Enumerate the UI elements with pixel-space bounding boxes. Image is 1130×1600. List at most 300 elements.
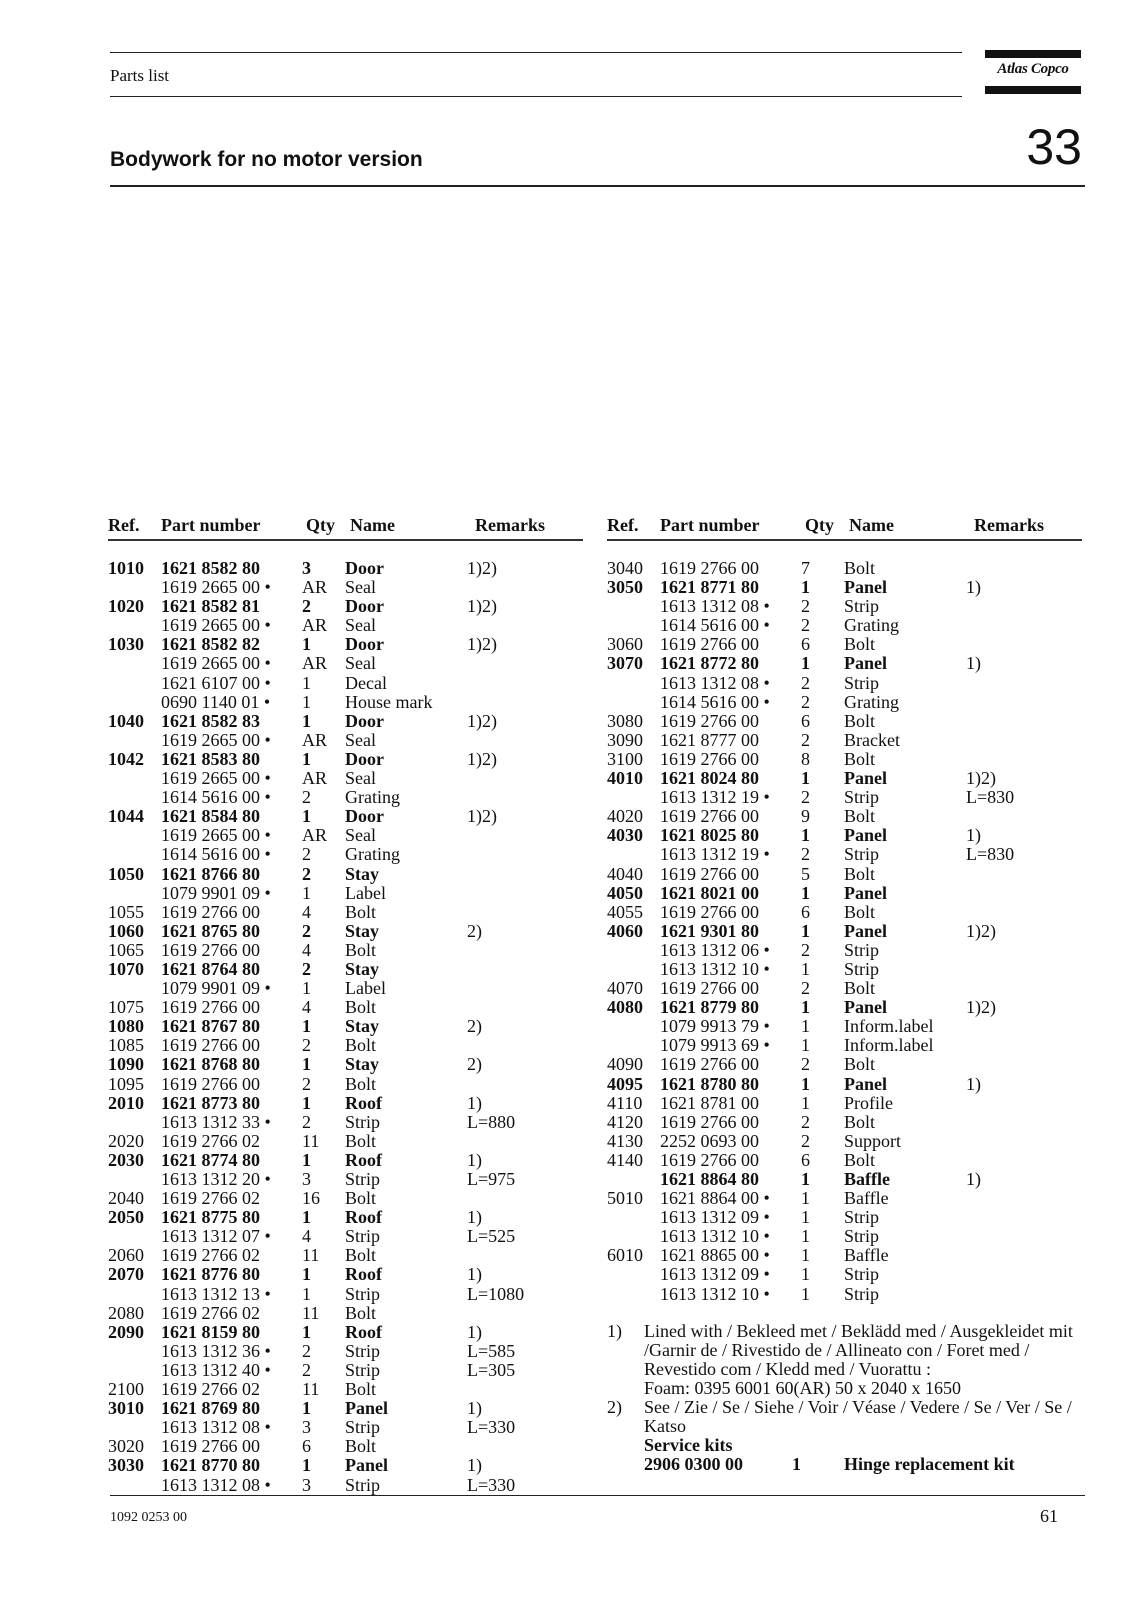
row-part-number: 1613 1312 09 • — [660, 1264, 770, 1285]
row-part-number: 1619 2665 00 • — [161, 615, 271, 636]
row-remarks: 1)2) — [467, 634, 497, 655]
row-remarks: 1)2) — [467, 710, 497, 731]
table-row — [108, 1399, 583, 1418]
row-ref: 1075 — [108, 997, 144, 1018]
header-part-number: Part number — [660, 515, 760, 535]
row-remarks: 1) — [966, 577, 981, 598]
row-part-number: 1619 2766 02 — [161, 1245, 260, 1266]
table-row — [108, 845, 583, 864]
row-remarks: 1) — [966, 653, 981, 674]
row-qty: 1 — [801, 920, 810, 941]
row-part-number: 1621 8773 80 — [161, 1092, 260, 1113]
row-part-number: 1621 8021 00 — [660, 882, 759, 903]
row-ref: 3070 — [607, 653, 643, 674]
row-name: Door — [345, 634, 384, 655]
row-qty: 2 — [302, 863, 311, 884]
brand-wordmark: Atlas Copco — [997, 61, 1069, 77]
row-name: Bolt — [844, 1054, 876, 1075]
row-part-number: 1621 8583 80 — [161, 748, 260, 769]
table-row — [108, 731, 583, 750]
row-ref: 4010 — [607, 768, 643, 789]
row-name: Panel — [844, 920, 887, 941]
row-remarks: L=880 — [467, 1111, 516, 1132]
row-name: Bolt — [345, 1188, 377, 1209]
row-qty: 2 — [801, 787, 810, 808]
row-name: Door — [345, 596, 384, 617]
row-qty: 1 — [801, 653, 810, 674]
row-part-number: 1079 9901 09 • — [161, 978, 271, 999]
row-ref: 2080 — [108, 1302, 144, 1323]
row-ref: 4020 — [607, 806, 643, 827]
table-row — [108, 1208, 583, 1227]
header-name: Name — [350, 515, 395, 535]
row-part-number: 1621 8777 00 — [660, 729, 759, 750]
row-part-number: 1619 2766 00 — [660, 806, 759, 827]
row-part-number: 1621 8772 80 — [660, 653, 759, 674]
row-ref: 1044 — [108, 806, 144, 827]
row-qty: 11 — [302, 1379, 320, 1400]
row-name: Panel — [844, 653, 887, 674]
row-remarks: 1) — [966, 825, 981, 846]
row-qty: 1 — [801, 1092, 810, 1113]
row-qty: 2 — [302, 920, 311, 941]
row-name: Bolt — [345, 1302, 377, 1323]
table-row — [607, 979, 1082, 998]
row-name: Stay — [345, 863, 380, 884]
table-row — [607, 998, 1082, 1017]
row-part-number: 1613 1312 20 • — [161, 1169, 271, 1189]
row-part-number: 1613 1312 08 • — [660, 596, 770, 617]
row-part-number: 1613 1312 09 • — [660, 1207, 770, 1228]
row-name: Roof — [345, 1264, 382, 1285]
row-part-number: 0690 1140 01 • — [161, 691, 271, 712]
row-remarks: 1)2) — [467, 596, 497, 617]
row-part-number: 1614 5616 00 • — [161, 787, 271, 808]
header-top-rule — [110, 52, 962, 53]
header-remarks: Remarks — [475, 515, 545, 535]
row-part-number: 1619 2665 00 • — [161, 825, 271, 846]
row-qty: AR — [302, 653, 328, 674]
row-part-number: 1621 8779 80 — [660, 997, 759, 1018]
table-row — [108, 1189, 583, 1208]
row-qty: 4 — [302, 939, 311, 960]
row-name: Bracket — [844, 729, 900, 750]
row-qty: 1 — [302, 1398, 311, 1419]
table-header-rule — [108, 539, 583, 541]
table-row — [607, 750, 1082, 769]
table-row — [108, 826, 583, 845]
row-remarks: 1) — [467, 1264, 482, 1285]
row-name: Panel — [844, 577, 887, 598]
row-remarks: L=585 — [467, 1340, 516, 1361]
row-ref: 4140 — [607, 1149, 643, 1170]
row-name: Roof — [345, 1321, 382, 1342]
row-qty: 1 — [302, 1092, 311, 1113]
row-remarks: L=830 — [966, 844, 1015, 865]
row-name: Bolt — [345, 1073, 377, 1094]
logo-top-bar — [985, 50, 1081, 58]
table-row — [108, 1113, 583, 1132]
row-part-number: 1619 2766 00 — [660, 1149, 759, 1170]
row-name: Label — [345, 978, 386, 999]
row-part-number: 1613 1312 19 • — [660, 844, 770, 865]
table-row — [607, 941, 1082, 960]
row-name: Strip — [844, 1207, 880, 1228]
table-row — [607, 826, 1082, 845]
table-row — [607, 1132, 1082, 1151]
table-row — [108, 559, 583, 578]
row-part-number: 1619 2766 00 — [660, 710, 759, 731]
row-name: Door — [345, 710, 384, 731]
row-name: Strip — [844, 844, 880, 865]
row-part-number: 1619 2766 00 — [660, 978, 759, 999]
row-part-number: 1613 1312 10 • — [660, 958, 770, 979]
row-qty: 2 — [302, 1359, 311, 1380]
footnote-1 — [607, 1322, 1082, 1398]
row-qty: 3 — [302, 558, 311, 578]
table-row — [607, 788, 1082, 807]
row-remarks: L=330 — [467, 1417, 516, 1438]
footnote-text: Lined with / Bekleed met / Beklädd med / Ausgekleidet mit /Garnir de / Rivestido de / Allineato con / Foret med / Revestido com / Kledd med / Vuorattu : — [644, 1320, 1073, 1379]
row-qty: 2 — [302, 844, 311, 865]
row-qty: 1 — [801, 997, 810, 1018]
row-ref: 3060 — [607, 634, 643, 655]
table-row — [607, 693, 1082, 712]
row-remarks: 1)2) — [467, 748, 497, 769]
table-row — [607, 712, 1082, 731]
row-qty: 4 — [302, 1226, 311, 1247]
row-name: Bolt — [844, 748, 876, 769]
row-name: Stay — [345, 1054, 380, 1075]
row-part-number: 1613 1312 36 • — [161, 1340, 271, 1361]
row-name: Roof — [345, 1092, 382, 1113]
row-part-number: 1613 1312 40 • — [161, 1359, 271, 1380]
row-name: Bolt — [844, 901, 876, 922]
row-name: Bolt — [844, 978, 876, 999]
table-row — [607, 1265, 1082, 1284]
table-row — [108, 1476, 583, 1495]
row-part-number: 2252 0693 00 — [660, 1130, 759, 1151]
table-row — [108, 1380, 583, 1399]
row-qty: 2 — [302, 1073, 311, 1094]
row-name: Profile — [844, 1092, 893, 1113]
row-qty: 3 — [302, 1417, 311, 1438]
row-remarks: 1) — [467, 1207, 482, 1228]
row-part-number: 1613 1312 13 • — [161, 1283, 271, 1304]
table-row — [607, 769, 1082, 788]
table-row — [607, 1208, 1082, 1227]
row-part-number: 1619 2766 00 — [660, 901, 759, 922]
row-part-number: 1079 9913 79 • — [660, 1016, 770, 1037]
row-qty: 9 — [801, 806, 810, 827]
row-remarks: 1) — [467, 1092, 482, 1113]
table-row — [607, 1036, 1082, 1055]
row-name: Bolt — [345, 1130, 377, 1151]
row-qty: 1 — [302, 710, 311, 731]
table-row — [607, 1170, 1082, 1189]
row-part-number: 1619 2665 00 • — [161, 577, 271, 598]
table-row — [108, 674, 583, 693]
row-ref: 1055 — [108, 901, 144, 922]
row-qty: AR — [302, 615, 328, 636]
row-qty: 1 — [302, 978, 311, 999]
row-name: Support — [844, 1130, 902, 1151]
table-row — [108, 1342, 583, 1361]
row-part-number: 1613 1312 19 • — [660, 787, 770, 808]
row-part-number: 1619 2766 00 — [660, 1111, 759, 1132]
row-part-number: 1613 1312 10 • — [660, 1226, 770, 1247]
row-name: Stay — [345, 958, 380, 979]
row-qty: 1 — [801, 1245, 810, 1266]
row-name: Decal — [345, 672, 387, 693]
table-row — [607, 807, 1082, 826]
table-row — [607, 635, 1082, 654]
table-row — [108, 1075, 583, 1094]
row-qty: 1 — [302, 1264, 311, 1285]
row-name: Bolt — [345, 939, 377, 960]
table-header-rule — [607, 539, 1082, 541]
table-row — [607, 1151, 1082, 1170]
row-qty: 4 — [302, 901, 311, 922]
table-row — [108, 1456, 583, 1475]
row-ref: 2040 — [108, 1188, 144, 1209]
row-ref: 1010 — [108, 558, 144, 578]
row-name: Bolt — [345, 901, 377, 922]
row-ref: 1020 — [108, 596, 144, 617]
logo-bottom-bar — [985, 86, 1081, 94]
row-qty: 2 — [302, 958, 311, 979]
row-remarks: 1) — [467, 1455, 482, 1476]
row-name: Roof — [345, 1149, 382, 1170]
row-part-number: 1619 2665 00 • — [161, 653, 271, 674]
row-part-number: 1079 9901 09 • — [161, 882, 271, 903]
row-name: Panel — [345, 1455, 388, 1476]
row-remarks: 1) — [467, 1321, 482, 1342]
row-name: Bolt — [844, 558, 876, 578]
row-ref: 1060 — [108, 920, 144, 941]
row-part-number: 1621 8864 80 — [660, 1169, 759, 1189]
row-qty: 1 — [302, 1321, 311, 1342]
footnote-text: See / Zie / Se / Siehe / Voir / Véase / Vedere / Se / Ver / Se / Katso — [644, 1396, 1072, 1436]
row-ref: 2030 — [108, 1149, 144, 1170]
row-part-number: 1619 2766 00 — [161, 1073, 260, 1094]
row-part-number: 1621 8582 83 — [161, 710, 260, 731]
row-qty: 2 — [302, 596, 311, 617]
table-row — [108, 1055, 583, 1074]
header-ref: Ref. — [108, 515, 140, 535]
row-qty: 1 — [801, 1264, 810, 1285]
row-ref: 1090 — [108, 1054, 144, 1075]
row-ref: 4095 — [607, 1073, 643, 1094]
row-name: Baffle — [844, 1169, 890, 1189]
row-ref: 1080 — [108, 1016, 144, 1037]
row-qty: 2 — [302, 1035, 311, 1056]
table-body — [108, 559, 583, 1495]
row-name: Strip — [844, 596, 880, 617]
row-ref: 1040 — [108, 710, 144, 731]
row-qty: 2 — [801, 672, 810, 693]
table-row — [607, 616, 1082, 635]
row-part-number: 1621 6107 00 • — [161, 672, 271, 693]
row-name: Seal — [345, 653, 376, 674]
row-name: Bolt — [844, 1111, 876, 1132]
row-part-number: 1621 8780 80 — [660, 1073, 759, 1094]
table-row — [108, 654, 583, 673]
row-qty: 8 — [801, 748, 810, 769]
row-qty: 1 — [302, 1207, 311, 1228]
row-ref: 3050 — [607, 577, 643, 598]
row-qty: 2 — [302, 1340, 311, 1361]
row-qty: 2 — [801, 844, 810, 865]
table-row — [607, 559, 1082, 578]
row-qty: 11 — [302, 1130, 320, 1151]
table-row — [108, 693, 583, 712]
table-row — [108, 1418, 583, 1437]
row-name: Grating — [345, 844, 400, 865]
row-part-number: 1079 9913 69 • — [660, 1035, 770, 1056]
row-ref: 4040 — [607, 863, 643, 884]
page-number: 61 — [1040, 1506, 1058, 1526]
row-name: Inform.label — [844, 1016, 934, 1037]
row-ref: 2020 — [108, 1130, 144, 1151]
row-qty: AR — [302, 768, 328, 789]
row-name: Strip — [345, 1474, 381, 1495]
row-qty: 1 — [801, 768, 810, 789]
row-qty: 1 — [801, 1226, 810, 1247]
header-qty: Qty — [805, 515, 834, 535]
table-row — [607, 960, 1082, 979]
row-qty: 2 — [801, 615, 810, 636]
row-qty: 1 — [801, 1169, 810, 1189]
row-remarks: L=330 — [467, 1474, 516, 1495]
row-qty: 1 — [801, 1035, 810, 1056]
row-name: Panel — [844, 825, 887, 846]
row-qty: 2 — [801, 1054, 810, 1075]
table-row — [108, 1285, 583, 1304]
row-part-number: 1621 9301 80 — [660, 920, 759, 941]
row-ref: 2090 — [108, 1321, 144, 1342]
row-remarks: 1)2) — [966, 920, 996, 941]
row-ref: 3080 — [607, 710, 643, 731]
table-row — [607, 922, 1082, 941]
row-ref: 2050 — [108, 1207, 144, 1228]
row-ref: 3100 — [607, 748, 643, 769]
table-row — [108, 1323, 583, 1342]
row-part-number: 1619 2766 00 — [161, 997, 260, 1018]
table-row — [607, 845, 1082, 864]
footnote-2 — [607, 1398, 1082, 1455]
table-header — [607, 515, 1082, 537]
row-part-number: 1619 2766 00 — [660, 1054, 759, 1075]
row-remarks: 1)2) — [966, 997, 996, 1018]
row-part-number: 1619 2766 00 — [660, 634, 759, 655]
row-name: Panel — [844, 768, 887, 789]
table-row — [108, 1437, 583, 1456]
row-name: Strip — [345, 1283, 381, 1304]
row-name: Strip — [844, 958, 880, 979]
row-remarks: 1)2) — [467, 558, 497, 578]
row-part-number: 1619 2766 00 — [660, 863, 759, 884]
row-qty: 2 — [302, 787, 311, 808]
table-row — [607, 1075, 1082, 1094]
row-name: Strip — [844, 939, 880, 960]
row-remarks: L=830 — [966, 787, 1015, 808]
row-ref: 1085 — [108, 1035, 144, 1056]
row-part-number: 1621 8025 80 — [660, 825, 759, 846]
row-ref: 3010 — [108, 1398, 144, 1419]
row-qty: 6 — [801, 1149, 810, 1170]
row-qty: AR — [302, 729, 328, 750]
row-qty: 1 — [801, 1207, 810, 1228]
row-qty: 2 — [801, 729, 810, 750]
row-part-number: 1613 1312 10 • — [660, 1283, 770, 1304]
table-row — [108, 1361, 583, 1380]
table-header — [108, 515, 583, 537]
row-name: Label — [345, 882, 386, 903]
row-part-number: 1621 8765 80 — [161, 920, 260, 941]
row-qty: 2 — [801, 939, 810, 960]
table-row — [108, 769, 583, 788]
row-part-number: 1621 8582 80 — [161, 558, 260, 578]
table-row — [607, 597, 1082, 616]
row-qty: 1 — [801, 825, 810, 846]
row-name: Strip — [844, 1226, 880, 1247]
row-ref: 4055 — [607, 901, 643, 922]
section-title: Bodywork for no motor version — [110, 148, 423, 171]
row-part-number: 1621 8864 00 • — [660, 1188, 770, 1209]
row-qty: 6 — [801, 710, 810, 731]
row-qty: 1 — [801, 1073, 810, 1094]
row-name: Stay — [345, 1016, 380, 1037]
row-part-number: 1613 1312 06 • — [660, 939, 770, 960]
row-remarks: 1)2) — [966, 768, 996, 789]
row-name: Door — [345, 806, 384, 827]
row-qty: AR — [302, 825, 328, 846]
row-ref: 4060 — [607, 920, 643, 941]
table-row — [108, 578, 583, 597]
row-qty: 1 — [302, 1149, 311, 1170]
row-part-number: 1621 8159 80 — [161, 1321, 260, 1342]
table-row — [108, 922, 583, 941]
row-name: Seal — [345, 768, 376, 789]
row-qty: 1 — [801, 958, 810, 979]
row-remarks: 1) — [966, 1169, 981, 1189]
kit-name: Hinge replacement kit — [844, 1453, 1015, 1474]
row-part-number: 1621 8584 80 — [161, 806, 260, 827]
row-name: Strip — [844, 1264, 880, 1285]
table-row — [108, 1132, 583, 1151]
row-ref: 1070 — [108, 958, 144, 979]
table-row — [108, 1170, 583, 1189]
table-row — [108, 941, 583, 960]
row-part-number: 1619 2766 00 — [161, 939, 260, 960]
row-qty: 1 — [302, 1054, 311, 1075]
table-row — [607, 1055, 1082, 1074]
row-part-number: 1619 2766 00 — [660, 558, 759, 578]
row-part-number: 1621 8769 80 — [161, 1398, 260, 1419]
header-qty: Qty — [306, 515, 335, 535]
row-qty: 3 — [302, 1474, 311, 1495]
table-row — [108, 616, 583, 635]
row-part-number: 1621 8582 82 — [161, 634, 260, 655]
row-ref: 2100 — [108, 1379, 144, 1400]
row-part-number: 1619 2766 02 — [161, 1302, 260, 1323]
row-name: Bolt — [844, 710, 876, 731]
table-row — [108, 1151, 583, 1170]
row-part-number: 1619 2766 00 — [161, 901, 260, 922]
row-qty: 1 — [302, 1016, 311, 1037]
table-row — [607, 1285, 1082, 1304]
